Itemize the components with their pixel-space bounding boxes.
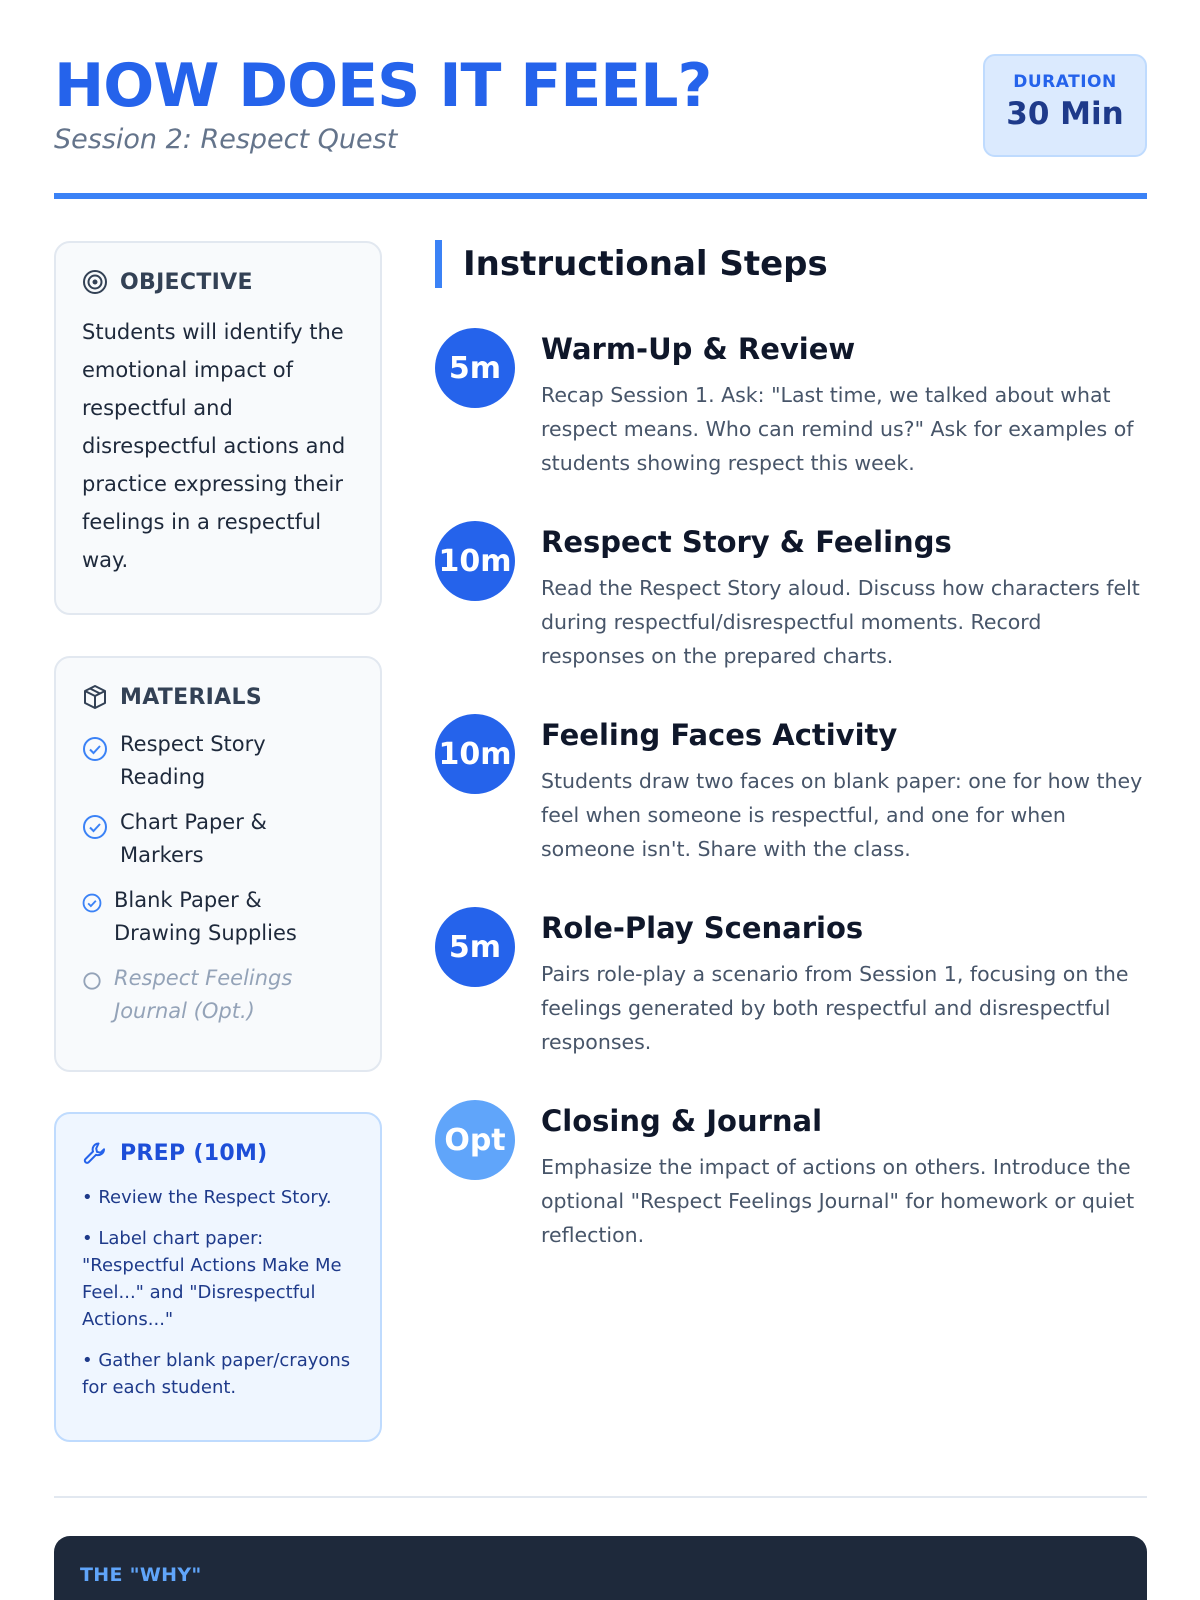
empty-circle-icon xyxy=(82,971,102,995)
page-title: HOW DOES IT FEEL? xyxy=(54,51,712,121)
step-description: Recap Session 1. Ask: "Last time, we talked about what respect means. Who can remind us?" Ask for examples of students showing respect this week. xyxy=(541,383,1134,475)
objective-card xyxy=(54,241,382,615)
material-item-optional xyxy=(82,962,354,1028)
prep-item: • Review the Respect Story. xyxy=(82,1187,332,1208)
objective-title: OBJECTIVE xyxy=(120,269,253,295)
objective-text: Students will identify the emotional impact of respectful and disrespectful actions and practice expressing their feelings in a respectful way. xyxy=(82,320,346,572)
page-subtitle: Session 2: Respect Quest xyxy=(54,124,398,155)
footer-divider xyxy=(54,1496,1147,1498)
material-item xyxy=(82,884,354,950)
material-item xyxy=(82,728,354,794)
check-circle-icon xyxy=(82,736,108,766)
step-title: Role-Play Scenarios xyxy=(541,911,864,945)
material-label: Respect Story Reading xyxy=(120,732,266,789)
step-time-badge: 10m xyxy=(435,714,515,794)
step-time-badge: 5m xyxy=(435,328,515,408)
prep-title: PREP (10M) xyxy=(120,1140,268,1166)
wrench-icon xyxy=(82,1140,108,1166)
duration-value: 30 Min xyxy=(1006,96,1124,132)
duration-badge xyxy=(983,54,1147,157)
material-label: Blank Paper & Drawing Supplies xyxy=(114,888,297,945)
prep-card xyxy=(54,1112,382,1442)
lesson-plan-page xyxy=(54,0,1147,1600)
box-icon xyxy=(82,684,108,710)
material-item xyxy=(82,806,354,872)
materials-card xyxy=(54,656,382,1072)
step-time-badge: 5m xyxy=(435,907,515,987)
step-title: Feeling Faces Activity xyxy=(541,718,898,752)
target-icon xyxy=(82,269,108,295)
step-description: Read the Respect Story aloud. Discuss how characters felt during respectful/disrespectful moments. Record responses on the prepared charts. xyxy=(541,576,1140,668)
duration-label: DURATION xyxy=(1013,72,1117,92)
why-label: THE "WHY" xyxy=(80,1564,202,1586)
materials-title: MATERIALS xyxy=(120,684,262,710)
step-title: Warm-Up & Review xyxy=(541,332,856,366)
check-circle-icon xyxy=(82,893,102,917)
step-description: Students draw two faces on blank paper: one for how they feel when someone is respectful, and one for when someone isn't. Share with the class. xyxy=(541,769,1143,861)
step-description: Emphasize the impact of actions on others. Introduce the optional "Respect Feelings Journal" for homework or quiet reflection. xyxy=(541,1155,1135,1247)
steps-heading: Instructional Steps xyxy=(435,240,828,288)
check-circle-icon xyxy=(82,814,108,844)
material-label: Respect Feelings Journal (Opt.) xyxy=(114,966,293,1023)
materials-list xyxy=(82,728,354,1028)
step-title: Respect Story & Feelings xyxy=(541,525,952,559)
header-divider xyxy=(54,193,1147,199)
prep-item: • Label chart paper: "Respectful Actions Make Me Feel..." and "Disrespectful Actions..." xyxy=(82,1228,342,1330)
step-time-badge: 10m xyxy=(435,521,515,601)
why-panel xyxy=(54,1536,1147,1600)
material-label: Chart Paper & Markers xyxy=(120,810,267,867)
prep-item: • Gather blank paper/crayons for each student. xyxy=(82,1350,351,1398)
step-description: Pairs role-play a scenario from Session 1, focusing on the feelings generated by both respectful and disrespectful responses. xyxy=(541,962,1129,1054)
step-title: Closing & Journal xyxy=(541,1104,823,1138)
step-time-badge: Opt xyxy=(435,1100,515,1180)
